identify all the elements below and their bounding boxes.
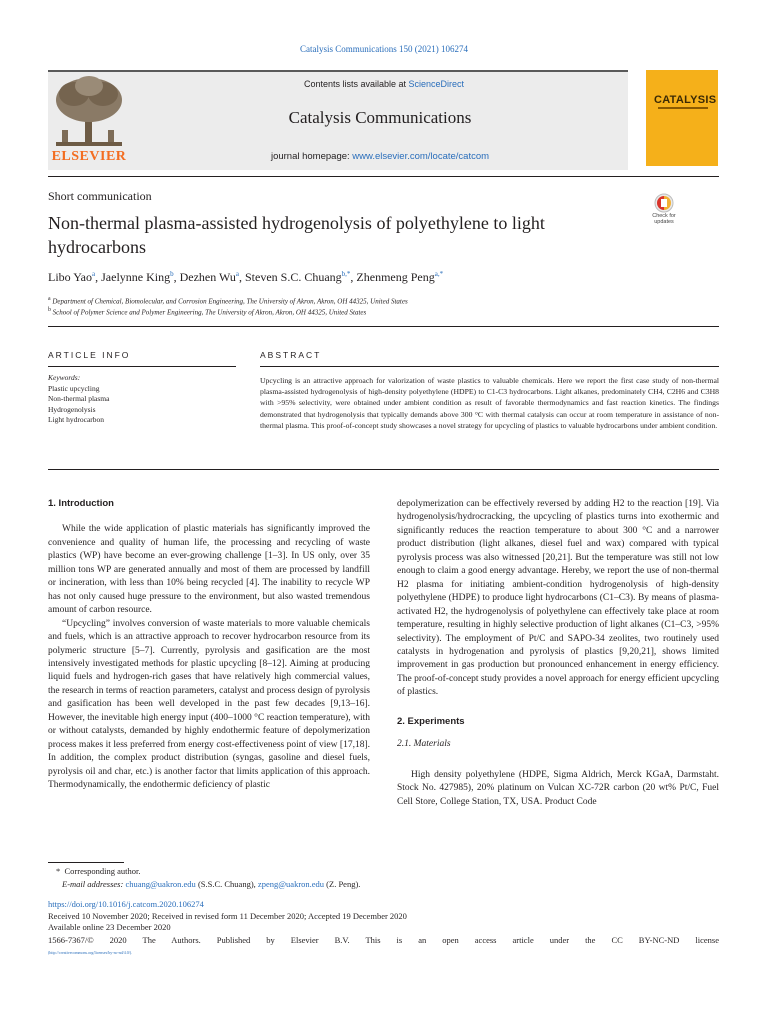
check-updates-label: Check for updates — [652, 213, 676, 225]
title-block-rule — [48, 326, 719, 327]
keyword-item: Non-thermal plasma — [48, 394, 110, 403]
author[interactable]: Zhenmeng Peng — [356, 270, 435, 284]
journal-cover-image[interactable] — [646, 70, 718, 166]
check-for-updates-badge[interactable] — [645, 193, 683, 233]
article-info-heading: ARTICLE INFO — [48, 350, 131, 360]
article-info-rule — [48, 366, 236, 367]
article-title: Non-thermal plasma-assisted hydrogenolysis of polyethylene to light hydrocarbons — [48, 213, 545, 257]
keyword-item: Hydrogenolysis — [48, 404, 96, 414]
body-left-column — [48, 497, 370, 793]
masthead-rule — [48, 176, 719, 177]
author-sup[interactable]: b — [170, 270, 174, 278]
author-sup[interactable]: b,* — [341, 270, 351, 278]
elsevier-wordmark: ELSEVIER — [51, 149, 127, 164]
journal-citation[interactable]: Catalysis Communications 150 (2021) 106274 — [300, 44, 468, 54]
affiliation-text: School of Polymer Science and Polymer Engineering, The University of Akron, Akron, OH 44325, United States — [52, 308, 367, 317]
contents-prefix: Contents lists available at — [303, 79, 409, 89]
section-heading-experiments: 2. Experiments — [397, 715, 465, 727]
license-statement: 1566-7367/© 2020 The Authors. Published by Elsevier B.V. This is an open access article under the CC BY-NC-ND license — [48, 935, 719, 945]
check-updates-icon — [645, 193, 683, 213]
received-dates: Received 10 November 2020; Received in revised form 11 December 2020; Accepted 19 December 2020 — [48, 911, 407, 921]
author[interactable]: Steven S.C. Chuang — [245, 270, 342, 284]
keywords-block — [48, 373, 109, 426]
footnote-rule — [48, 862, 124, 863]
cover-title: CATALYSIS — [654, 94, 717, 106]
corresponding-author-note — [56, 866, 141, 876]
available-online: Available online 23 December 2020 — [48, 922, 171, 932]
author-list: Libo Yao$^a$, Jaelynne King$^b$, Dezhen Wu$^a$, Steven S.C. Chuang$^{b,*}$, Zhenmeng Peng$^{a,*}$ — [48, 270, 444, 284]
affiliation-sup: a — [48, 296, 51, 302]
license-link[interactable]: (http://creativecommons.org/licenses/by-nc-nd/4.0/). — [48, 950, 133, 955]
section-heading-introduction: 1. Introduction — [48, 498, 114, 509]
email-link[interactable]: chuang@uakron.edu — [125, 879, 196, 889]
cover-divider — [658, 107, 708, 109]
author-sup[interactable]: a,* — [434, 270, 444, 278]
keyword-item: Plastic upcycling — [48, 383, 100, 393]
sciencedirect-link[interactable]: ScienceDirect — [408, 79, 465, 89]
paragraph: depolymerization can be effectively reversed by adding H2 to the reaction [19]. Via hydrogenolysis/hydrocracking, the upcycling of plastics turns into exothermic and significantly reduces the reaction temperature to about 300 °C and a narrower product distribution (light alkanes, diesel fuel and wax) compared with typical pyrolysis process was also witnessed [20,21]. But the temperature was still not low enough to claim a good energy advantage. Hereby, we report the use of non-thermal H2 plasma for initiating ambient-condition hydrogenolysis of high-density polyethylene (HDPE) to produce light hydrocarbons (C1–C3). By means of plasma-activated H2, the hydrogenolysis of polyethylene can effectively take place at room temperature, resulting in highly selective production of light alkanes (C1–C3, >95% selectivity). The employment of Pt/C and SAPO-34 zeolites, two routinely used catalysts in hydrogenation and pyrolysis of plastics [9,20,21], shows limited improvement in gas production but pronounced enhancement in energy efficiency. The proof-of-concept study provides a novel approach for energy efficient upcycling of plastics. — [397, 499, 720, 698]
body-right-column — [397, 498, 719, 809]
paragraph: High density polyethylene (HDPE, Sigma Aldrich, Merck KGaA, Darmstaht. Stock No. 427985), 20% platinum on Vulcan XC-72R carbon (20 wt% Pt/C, Fuel Cell Store, College Station, TX, USA. Product Code — [397, 769, 719, 807]
keywords-label: Keywords: — [48, 373, 81, 382]
asterisk: * — [56, 866, 65, 876]
email-label: E-mail addresses: — [62, 879, 126, 889]
author[interactable]: Jaelynne King — [101, 270, 171, 284]
author-sup[interactable]: a — [92, 270, 96, 278]
keyword-item: Light hydrocarbon — [48, 415, 105, 424]
paragraph: While the wide application of plastic materials has significantly improved the convenience and quality of human life, the processing and recycling of waste plastics (WP) have become an ever-growing challenge [1–3]. In US only, over 35 million tons WP are generated annually and most of them are processed by landfill or incineration, with less than 10% being recycled [4]. The inability to recycle WP has not only caused huge pressure to the environment, but also wasted tremendous amount of carbon resource. — [48, 524, 370, 616]
article-type: Short communication — [48, 189, 152, 203]
author[interactable]: Dezhen Wu — [179, 270, 236, 284]
affiliation-sup: b — [48, 307, 51, 313]
author[interactable]: Libo Yao — [48, 270, 93, 284]
email-link[interactable]: zpeng@uakron.edu — [257, 879, 325, 889]
corresponding-label: Corresponding author. — [64, 866, 141, 876]
abstract-bottom-rule — [48, 469, 719, 470]
homepage-prefix: journal homepage: — [270, 151, 353, 162]
homepage-link[interactable]: www.elsevier.com/locate/catcom — [352, 151, 490, 162]
journal-name: Catalysis Communications — [288, 108, 472, 127]
author-sup[interactable]: a — [235, 270, 239, 278]
email-owner: (Z. Peng). — [324, 879, 361, 889]
abstract-text: Upcycling is an attractive approach for valorization of waste plastics to valuable chemicals. Here we report the first case study of non-thermal plasma-assisted hydrogenolysis of high-density polyethylene (HDPE) to C1-C3 hydrocarbons. Light alkanes, predominately CH4, C2H6 and C3H8 with >95% selectivity, were obtained under ambient condition as result of favorable thermodynamics and fast reaction kinetics. The findings demonstrated that hydrogenolysis that typically demands above 300 °C with thermal catalysis can occur at room temperature in assistance of non-thermal plasma. This proof-of-concept study showcases a novel strategy for upcycling of plastics to valuable hydrocarbons under ambient condition. — [260, 376, 719, 430]
affiliation-a — [48, 296, 408, 305]
abstract-rule — [260, 366, 719, 367]
email-owner: (S.S.C. Chuang), — [195, 879, 258, 889]
affiliation-text: Department of Chemical, Biomolecular, and Corrosion Engineering, The University of Akron, Akron, OH 44325, United States — [52, 297, 408, 306]
doi-link[interactable]: https://doi.org/10.1016/j.catcom.2020.106274 — [48, 899, 204, 909]
subsection-heading-materials: 2.1. Materials — [397, 739, 451, 750]
abstract-heading: ABSTRACT — [260, 350, 322, 360]
paragraph: “Upcycling” involves conversion of waste materials to more valuable chemicals and fuels, which is an attractive approach to recover hydrocarbon resource from its polymeric structure [5–7]. Currently, pyrolysis and gasification are the most intensively investigated methods for plastic upcycling [8–12]. Aiming at producing liquid fuels and hydrogen-rich gases that have relatively high commercial values, the research in terms of reaction parameters, catalyst and process design of pyrolysis and gasification has been well developed in the past few decades [9,13–16]. However, the inevitable high energy input (400–1000 °C reaction temperature), with or without catalysts, demanded by highly endothermic feature of depolymerization process makes it less preferred from energy cost-effectiveness point of view [17,18]. In addition, the complex product distribution (syngas, gasoline and diesel fuels, pyrolysis oil and char, etc.) is another factor that limits application of this approach. Thermodynamically, the endothermic deficiency of plastic — [48, 618, 370, 791]
homepage-line — [160, 151, 600, 162]
affiliation-b — [48, 307, 366, 316]
email-note — [62, 879, 360, 889]
